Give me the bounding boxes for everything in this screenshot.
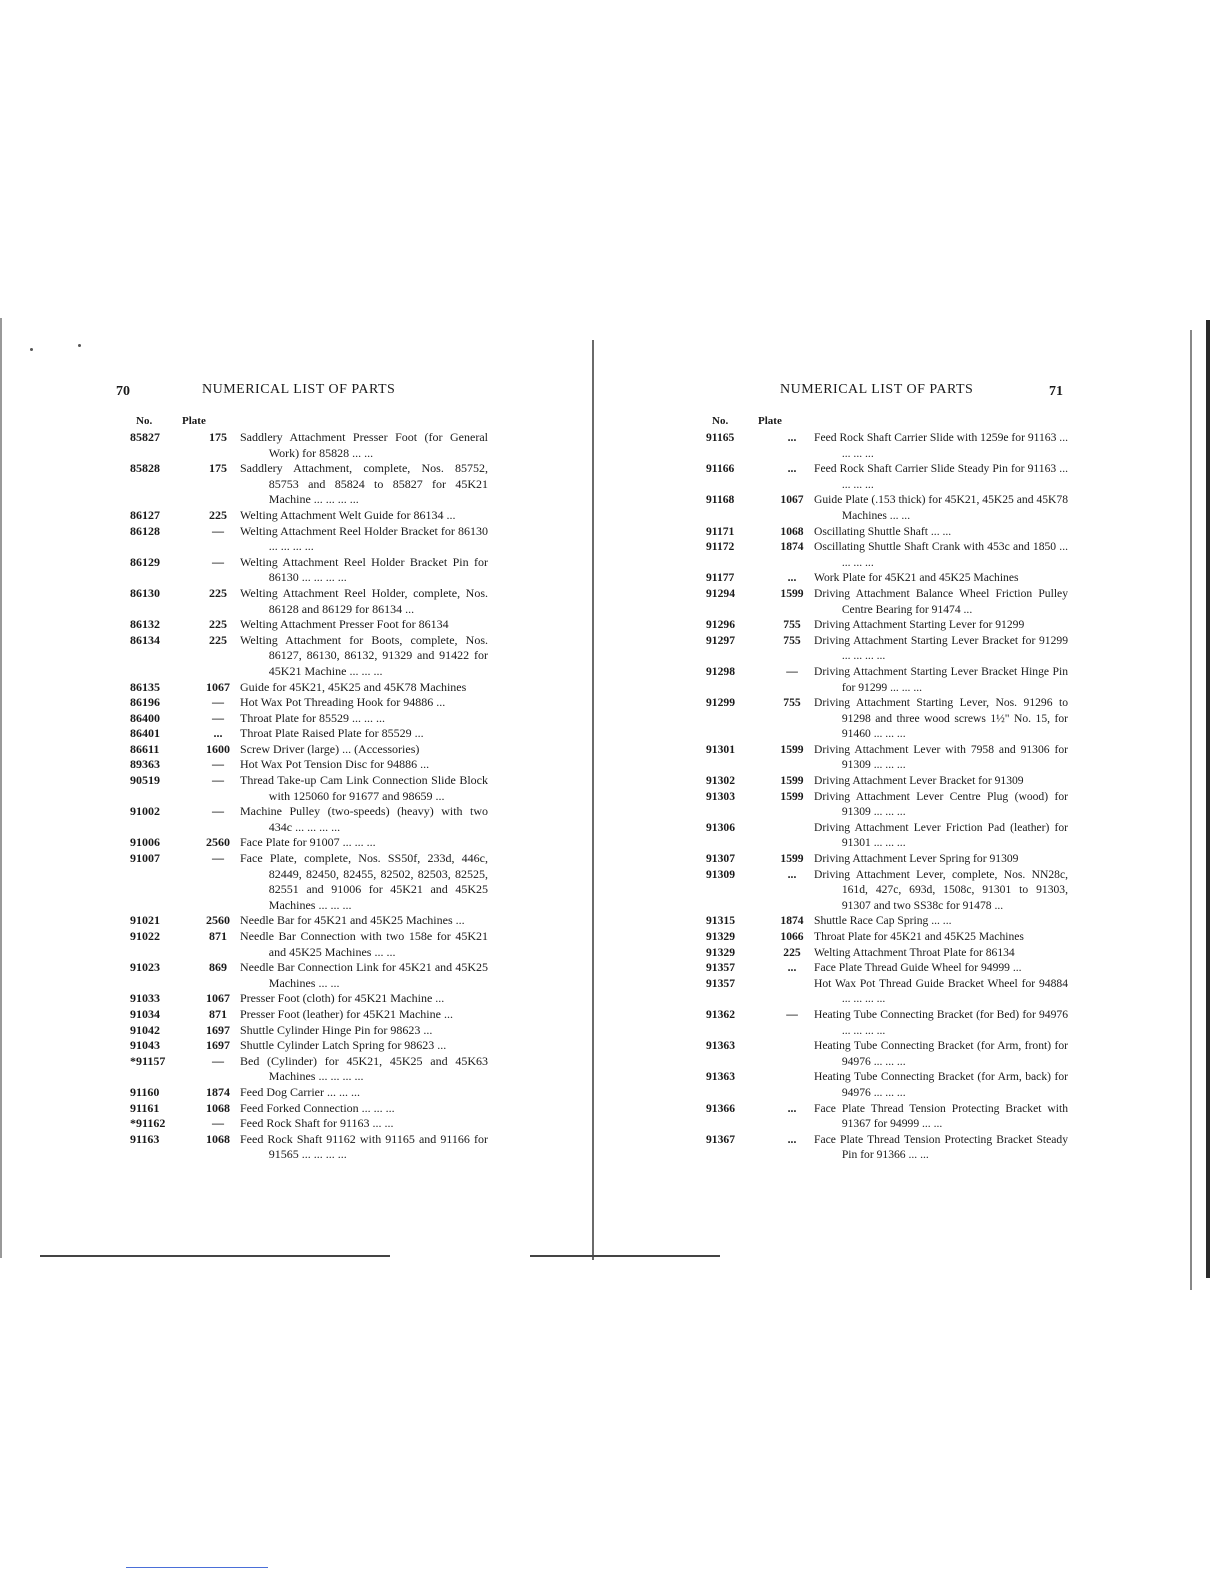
part-number: 91042 [130, 1022, 160, 1037]
list-item [130, 1038, 488, 1054]
part-number: 86400 [130, 710, 160, 725]
plate-number: 1067 [780, 493, 804, 507]
list-item [706, 617, 1068, 633]
part-number: 91022 [130, 929, 160, 943]
part-description: Throat Plate Raised Plate for 85529 ... [240, 726, 424, 741]
part-description: Hot Wax Pot Threading Hook for 94886 ... [240, 695, 446, 710]
plate-number: 1697 [206, 1022, 230, 1037]
part-description: Driving Attachment Lever Friction Pad (leather) for 91301 ... ... ... [814, 820, 1068, 850]
plate-number: — [212, 710, 224, 725]
parts-list [706, 430, 1068, 1163]
part-description: Heating Tube Connecting Bracket (for Bed) for 94976 ... ... ... ... [814, 1007, 1068, 1037]
part-description: Machine Pulley (two-speeds) (heavy) with two 434c ... ... ... ... [240, 804, 488, 834]
part-number: 86135 [130, 679, 160, 694]
part-number: 91329 [706, 945, 735, 959]
part-number: 91166 [706, 462, 735, 476]
part-description: Driving Attachment Starting Lever, Nos. 91296 to 91298 and three wood screws 1½" No. 15, for 91460 ... ... ... [814, 696, 1068, 741]
list-item [130, 695, 488, 711]
list-item [706, 976, 1068, 1007]
list-item [706, 586, 1068, 617]
part-description: Presser Foot (cloth) for 45K21 Machine ... [240, 991, 445, 1006]
part-description: Welting Attachment Throat Plate for 86134 [814, 945, 1015, 959]
part-number: 91297 [706, 633, 735, 647]
list-item [706, 633, 1068, 664]
list-item [706, 539, 1068, 570]
plate-number: 2560 [206, 835, 230, 850]
part-description: Driving Attachment Lever, complete, Nos. NN28c, 161d, 427c, 693d, 1508c, 91301 to 91303, 91307 and two SS38c for 91478 ... [814, 867, 1068, 912]
list-item [706, 1007, 1068, 1038]
part-number: 89363 [130, 757, 160, 772]
plate-number: 1600 [206, 741, 230, 756]
part-number: 91296 [706, 618, 735, 632]
part-number: 91002 [130, 804, 160, 819]
part-number: 91302 [706, 774, 735, 788]
list-item [130, 960, 488, 991]
list-item [706, 773, 1068, 789]
list-item [130, 430, 488, 461]
part-description: Face Plate Thread Tension Protecting Bracket with 91367 for 94999 ... ... [814, 1101, 1068, 1131]
list-item [706, 461, 1068, 492]
plate-number: 1067 [206, 991, 230, 1006]
part-description: Driving Attachment Lever Centre Plug (wood) for 91309 ... ... ... [814, 789, 1068, 819]
list-item [706, 664, 1068, 695]
plate-number: 871 [209, 1006, 227, 1021]
plate-number: — [212, 1116, 224, 1131]
list-item [706, 1101, 1068, 1132]
running-head: NUMERICAL LIST OF PARTS [202, 382, 396, 397]
list-item [706, 524, 1068, 540]
part-number: 91034 [130, 1006, 160, 1021]
list-item [130, 555, 488, 586]
left-page [0, 0, 596, 1584]
plate-number: — [212, 523, 224, 538]
list-item [130, 1023, 488, 1039]
list-item [130, 524, 488, 555]
part-number: 91366 [706, 1101, 735, 1115]
part-description: Shuttle Race Cap Spring ... ... [814, 914, 952, 928]
list-item [130, 929, 488, 960]
part-description: Welting Attachment Welt Guide for 86134 ... [240, 507, 456, 522]
plate-number: — [212, 554, 224, 569]
part-number: 91301 [706, 742, 735, 756]
page-number: 70 [116, 384, 130, 399]
part-number: 91303 [706, 789, 735, 803]
part-number: 91171 [706, 524, 735, 538]
plate-number: ... [787, 1101, 797, 1115]
part-description: Driving Attachment Starting Lever Bracket for 91299 ... ... ... ... [814, 633, 1068, 663]
list-item [130, 1132, 488, 1163]
plate-number: ... [787, 431, 797, 444]
part-number: 91362 [706, 1007, 735, 1021]
part-description: Welting Attachment for Boots, complete, Nos. 86127, 86130, 86132, 91329 and 91422 for 45K21 Machine ... ... ... [240, 632, 488, 678]
plate-number: 225 [209, 507, 227, 522]
part-number: 91021 [130, 913, 160, 928]
plate-number: 225 [209, 632, 227, 647]
part-description: Screw Driver (large) ... (Accessories) [240, 741, 420, 756]
list-item [706, 820, 1068, 851]
part-number: 91168 [706, 493, 735, 507]
plate-number: 1599 [780, 742, 804, 756]
plate-number: — [212, 804, 224, 819]
part-description: Needle Bar Connection with two 158e for 45K21 and 45K25 Machines ... ... [240, 929, 488, 959]
plate-number: 1068 [206, 1100, 230, 1115]
list-item [130, 1007, 488, 1023]
list-item [130, 508, 488, 524]
list-item [130, 617, 488, 633]
plate-number: — [212, 851, 224, 866]
list-item [706, 945, 1068, 961]
list-item [706, 929, 1068, 945]
list-item [130, 633, 488, 680]
list-item [706, 789, 1068, 820]
plate-number: ... [787, 867, 797, 881]
part-description: Saddlery Attachment, complete, Nos. 85752, 85753 and 85824 to 85827 for 45K21 Machine ... ... ... ... [240, 461, 488, 507]
part-description: Shuttle Cylinder Latch Spring for 98623 ... [240, 1038, 447, 1053]
plate-number [770, 1069, 814, 1100]
plate-number: ... [213, 726, 223, 741]
plate-number: 1874 [206, 1084, 230, 1099]
part-description: Feed Rock Shaft Carrier Slide with 1259e for 91163 ... ... ... ... [814, 431, 1068, 460]
part-number: 86611 [130, 741, 160, 756]
part-number: 91357 [706, 961, 735, 975]
list-item [130, 742, 488, 758]
part-description: Guide Plate (.153 thick) for 45K21, 45K25 and 45K78 Machines ... ... [814, 493, 1068, 522]
part-description: Oscillating Shuttle Shaft ... ... [814, 524, 952, 538]
part-number: 91177 [706, 571, 735, 585]
part-number: *91162 [130, 1116, 166, 1131]
part-description: Bed (Cylinder) for 45K21, 45K25 and 45K63 Machines ... ... ... ... [240, 1053, 488, 1084]
list-item [130, 913, 488, 929]
plate-number: ... [787, 462, 797, 476]
part-description: Face Plate Thread Tension Protecting Bracket Steady Pin for 91366 ... ... [814, 1132, 1068, 1162]
part-description: Feed Dog Carrier ... ... ... [240, 1084, 360, 1099]
plate-number: — [786, 1007, 798, 1021]
part-number: 86196 [130, 695, 160, 710]
part-number: 91367 [706, 1132, 735, 1146]
plate-number: 175 [209, 430, 227, 444]
list-item [706, 492, 1068, 523]
parts-list [130, 430, 488, 1163]
part-number: 86401 [130, 726, 160, 741]
column-header-no: No. [136, 415, 153, 427]
part-number: 91363 [706, 1039, 735, 1053]
plate-number: — [212, 695, 224, 710]
list-item [706, 742, 1068, 773]
list-item [130, 804, 488, 835]
part-description: Heating Tube Connecting Bracket (for Arm, front) for 94976 ... ... ... [814, 1039, 1068, 1068]
plate-number: 755 [783, 633, 801, 647]
page-number: 71 [1049, 384, 1063, 399]
plate-number: 1599 [780, 789, 804, 803]
list-item [706, 851, 1068, 867]
plate-number: ... [787, 1132, 797, 1146]
part-number: 91299 [706, 696, 735, 710]
list-item [130, 726, 488, 742]
part-description: Driving Attachment Starting Lever for 91299 [814, 618, 1025, 632]
list-item [706, 867, 1068, 914]
part-description: Face Plate for 91007 ... ... ... [240, 835, 376, 850]
part-description: Hot Wax Pot Tension Disc for 94886 ... [240, 757, 430, 772]
part-description: Needle Bar Connection Link for 45K21 and 45K25 Machines ... ... [240, 960, 488, 990]
right-page [596, 0, 1224, 1584]
part-number: 86128 [130, 523, 160, 538]
list-item [130, 680, 488, 696]
part-number: 91160 [130, 1084, 160, 1099]
part-number: 91161 [130, 1100, 160, 1115]
part-number: 91309 [706, 867, 735, 881]
part-description: Feed Forked Connection ... ... ... [240, 1100, 395, 1115]
part-number: 91006 [130, 835, 160, 850]
plate-number: 1068 [206, 1131, 230, 1146]
part-number: 91163 [130, 1131, 160, 1146]
plate-number: 1068 [780, 524, 804, 538]
part-description: Heating Tube Connecting Bracket (for Arm, back) for 94976 ... ... ... [814, 1070, 1068, 1099]
part-number: 91363 [706, 1070, 735, 1084]
part-description: Driving Attachment Lever Bracket for 91309 [814, 774, 1024, 788]
plate-number: ... [787, 961, 797, 975]
list-item [130, 461, 488, 508]
plate-number: — [212, 757, 224, 772]
list-item [130, 835, 488, 851]
part-number: 86130 [130, 585, 160, 600]
list-item [130, 851, 488, 913]
part-description: Needle Bar for 45K21 and 45K25 Machines ... [240, 913, 465, 928]
plate-number: 1599 [780, 774, 804, 788]
part-number: 91306 [706, 820, 735, 834]
list-item [706, 1069, 1068, 1100]
list-item [706, 1038, 1068, 1069]
list-item [706, 570, 1068, 586]
part-number: 91043 [130, 1038, 160, 1053]
plate-number: 1066 [780, 930, 804, 943]
part-number: 86127 [130, 507, 160, 522]
plate-number: — [212, 773, 224, 788]
part-number: 91023 [130, 960, 160, 975]
part-description: Face Plate Thread Guide Wheel for 94999 ... [814, 961, 1022, 975]
list-item [130, 757, 488, 773]
part-description: Driving Attachment Lever Spring for 91309 [814, 852, 1019, 866]
part-number: 86134 [130, 632, 160, 647]
plate-number: 225 [783, 945, 801, 959]
plate-number: 1599 [780, 586, 804, 600]
plate-number: 871 [209, 929, 227, 943]
plate-number: 175 [209, 461, 227, 476]
part-number: 91033 [130, 991, 160, 1006]
running-head: NUMERICAL LIST OF PARTS [780, 382, 974, 397]
list-item [130, 1054, 488, 1085]
column-header-plate: Plate [758, 415, 782, 427]
plate-number: 1067 [206, 679, 230, 694]
plate-number: 1874 [780, 540, 804, 554]
plate-number: 755 [783, 618, 801, 632]
list-item [130, 773, 488, 804]
list-item [706, 430, 1068, 461]
part-number: 86132 [130, 617, 160, 632]
plate-number: — [786, 664, 798, 678]
part-number: 91357 [706, 976, 735, 990]
plate-number: 1599 [780, 852, 804, 866]
part-number: 85828 [130, 461, 160, 476]
part-description: Feed Rock Shaft for 91163 ... ... [240, 1116, 394, 1131]
plate-number: 2560 [206, 913, 230, 928]
part-number: 91165 [706, 431, 735, 444]
part-number: 91307 [706, 852, 735, 866]
part-description: Hot Wax Pot Thread Guide Bracket Wheel for 94884 ... ... ... ... [814, 976, 1068, 1006]
plate-number: ... [787, 571, 797, 585]
part-number: 85827 [130, 430, 160, 444]
part-number: 91294 [706, 586, 735, 600]
plate-number [770, 820, 814, 851]
part-number: 86129 [130, 554, 160, 569]
list-item [706, 1132, 1068, 1163]
part-number: 91315 [706, 914, 735, 928]
list-item [706, 913, 1068, 929]
part-description: Face Plate, complete, Nos. SS50f, 233d, 446c, 82449, 82450, 82455, 82502, 82503, 82525, 82551 and 91006 for 45K21 and 45K25 Machines ... ... ... [240, 851, 488, 912]
part-description: Work Plate for 45K21 and 45K25 Machines [814, 571, 1019, 585]
part-description: Saddlery Attachment Presser Foot (for General Work) for 85828 ... ... [240, 430, 488, 460]
column-header-no: No. [712, 415, 729, 427]
list-item [706, 960, 1068, 976]
part-number: 91007 [130, 851, 160, 866]
plate-number [770, 976, 814, 1007]
list-item [130, 711, 488, 727]
part-number: 90519 [130, 773, 160, 788]
plate-number: 755 [783, 696, 801, 710]
list-item [130, 991, 488, 1007]
part-description: Welting Attachment Reel Holder Bracket Pin for 86130 ... ... ... ... [240, 554, 488, 585]
part-number: 91298 [706, 664, 735, 678]
part-description: Welting Attachment Presser Foot for 86134 [240, 617, 449, 632]
part-number: 91329 [706, 930, 735, 943]
part-description: Oscillating Shuttle Shaft Crank with 453c and 1850 ... ... ... ... [814, 540, 1068, 569]
part-description: Feed Rock Shaft Carrier Slide Steady Pin for 91163 ... ... ... ... [814, 462, 1068, 491]
part-description: Feed Rock Shaft 91162 with 91165 and 91166 for 91565 ... ... ... ... [240, 1131, 488, 1162]
plate-number: 225 [209, 585, 227, 600]
part-description: Driving Attachment Lever with 7958 and 91306 for 91309 ... ... ... [814, 742, 1068, 772]
list-item [130, 1116, 488, 1132]
part-description: Driving Attachment Balance Wheel Friction Pulley Centre Bearing for 91474 ... [814, 586, 1068, 616]
part-description: Presser Foot (leather) for 45K21 Machine ... [240, 1006, 453, 1021]
part-description: Welting Attachment Reel Holder, complete, Nos. 86128 and 86129 for 86134 ... [240, 585, 488, 616]
list-item [130, 1101, 488, 1117]
plate-number: 1697 [206, 1038, 230, 1053]
list-item [130, 586, 488, 617]
part-description: Driving Attachment Starting Lever Bracket Hinge Pin for 91299 ... ... ... [814, 664, 1068, 694]
plate-number: — [212, 1053, 224, 1068]
part-description: Shuttle Cylinder Hinge Pin for 98623 ... [240, 1022, 433, 1037]
part-description: Welting Attachment Reel Holder Bracket for 86130 ... ... ... ... [240, 523, 488, 554]
part-description: Thread Take-up Cam Link Connection Slide Block with 125060 for 91677 and 98659 ... [240, 773, 488, 803]
column-header-plate: Plate [182, 415, 206, 427]
plate-number: 225 [209, 617, 227, 632]
part-description: Throat Plate for 45K21 and 45K25 Machines [814, 930, 1024, 943]
part-description: Throat Plate for 85529 ... ... ... [240, 710, 385, 725]
plate-number: 1874 [780, 914, 804, 928]
list-item [706, 695, 1068, 742]
plate-number: 869 [209, 960, 227, 975]
part-number: 91172 [706, 540, 735, 554]
part-number: *91157 [130, 1053, 166, 1068]
part-description: Guide for 45K21, 45K25 and 45K78 Machines [240, 679, 467, 694]
list-item [130, 1085, 488, 1101]
plate-number [770, 1038, 814, 1069]
